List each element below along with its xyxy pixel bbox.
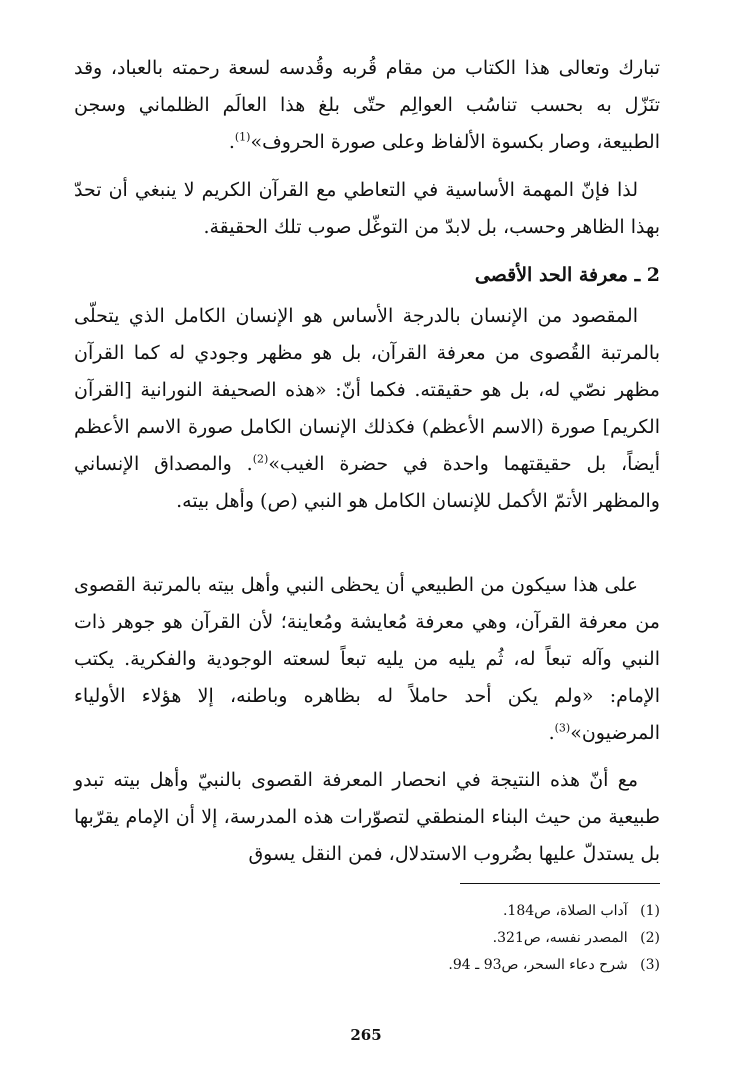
paragraph-4-text: على هذا سيكون من الطبيعي أن يحظى النبي وأهل بيته بالمرتبة القصوى من معرفة القرآن، وهي معرفة مُعايشة ومُعاينة؛ لأن القرآن هو جوهر ذات النبي وآله تبعاً له، ثُم يليه من يليه تبعاً لسعته الوجودية والفكرية. يكتب الإمام: «ولم يكن أحد حاملاً له بظاهره وباطنه، إلا هؤلاء الأولياء المرضيون» xyxy=(74,574,660,744)
paragraph-2-text: لذا فإنّ المهمة الأساسية في التعاطي مع القرآن الكريم لا ينبغي أن تحدّ بهذا الظاهر وحسب، بل لابدّ من التوغّل صوب تلك الحقيقة. xyxy=(74,179,660,238)
paragraph-2 xyxy=(74,172,660,246)
footnote-1 xyxy=(300,898,660,925)
footnote-2 xyxy=(300,925,660,952)
footnote-divider xyxy=(460,883,660,884)
footnote-ref-1: (1) xyxy=(234,130,251,144)
footnotes xyxy=(300,898,660,979)
paragraph-4 xyxy=(74,567,660,752)
footnote-2-number: (2) xyxy=(640,930,660,946)
paragraph-5-text: مع أنّ هذه النتيجة في انحصار المعرفة القصوى بالنبيّ وأهل بيته تبدو طبيعية من حيث البناء المنطقي لتصوّرات هذه المدرسة، إلا أن الإمام يقرّبها بل يستدلّ عليها بضُروب الاستدلال، فمن النقل يسوق xyxy=(74,769,660,865)
paragraph-3-end: . والمصداق الإنساني والمظهر الأتمّ الأكمل للإنسان الكامل هو النبي (ص) وأهل بيته. xyxy=(74,453,660,512)
paragraph-1-end: . xyxy=(228,131,235,153)
footnote-2-text: المصدر نفسه، ص321. xyxy=(492,930,628,946)
paragraph-3-text: المقصود من الإنسان بالدرجة الأساس هو الإنسان الكامل الذي يتحلّى بالمرتبة القُصوى من معرفة القرآن، بل هو مظهر وجودي له كما القرآن مظهر نصّي له، بل هو حقيقته. فكما أنّ: «هذه الصحيفة النورانية [القرآن الكريم] صورة (الاسم الأعظم) فكذلك الإنسان الكامل صورة الاسم الأعظم أيضاً، بل حقيقتهما واحدة في حضرة الغيب» xyxy=(74,305,660,475)
section-heading: 2 ـ معرفة الحد الأقصى xyxy=(474,264,660,286)
footnote-ref-3: (3) xyxy=(554,721,571,735)
paragraph-5 xyxy=(74,762,660,873)
footnote-3 xyxy=(300,952,660,979)
paragraph-3 xyxy=(74,298,660,520)
paragraph-1 xyxy=(74,50,660,161)
page-number: 265 xyxy=(350,1026,382,1044)
footnote-3-text: شرح دعاء السحر، ص93 ـ 94. xyxy=(448,957,628,973)
footnote-3-number: (3) xyxy=(640,957,660,973)
footnote-ref-2: (2) xyxy=(252,452,269,466)
paragraph-4-end: . xyxy=(548,722,555,744)
footnote-1-number: (1) xyxy=(640,903,660,919)
paragraph-1-text: تبارك وتعالى هذا الكتاب من مقام قُربه وقُدسه لسعة رحمته بالعباد، وقد تنَزّل به بحسب تناسُب العوالِم حتّى بلغ هذا العالَم الظلماني وسجن الطبيعة، وصار بكسوة الألفاظ وعلى صورة الحروف» xyxy=(74,57,660,153)
footnote-1-text: آداب الصلاة، ص184. xyxy=(502,903,628,919)
